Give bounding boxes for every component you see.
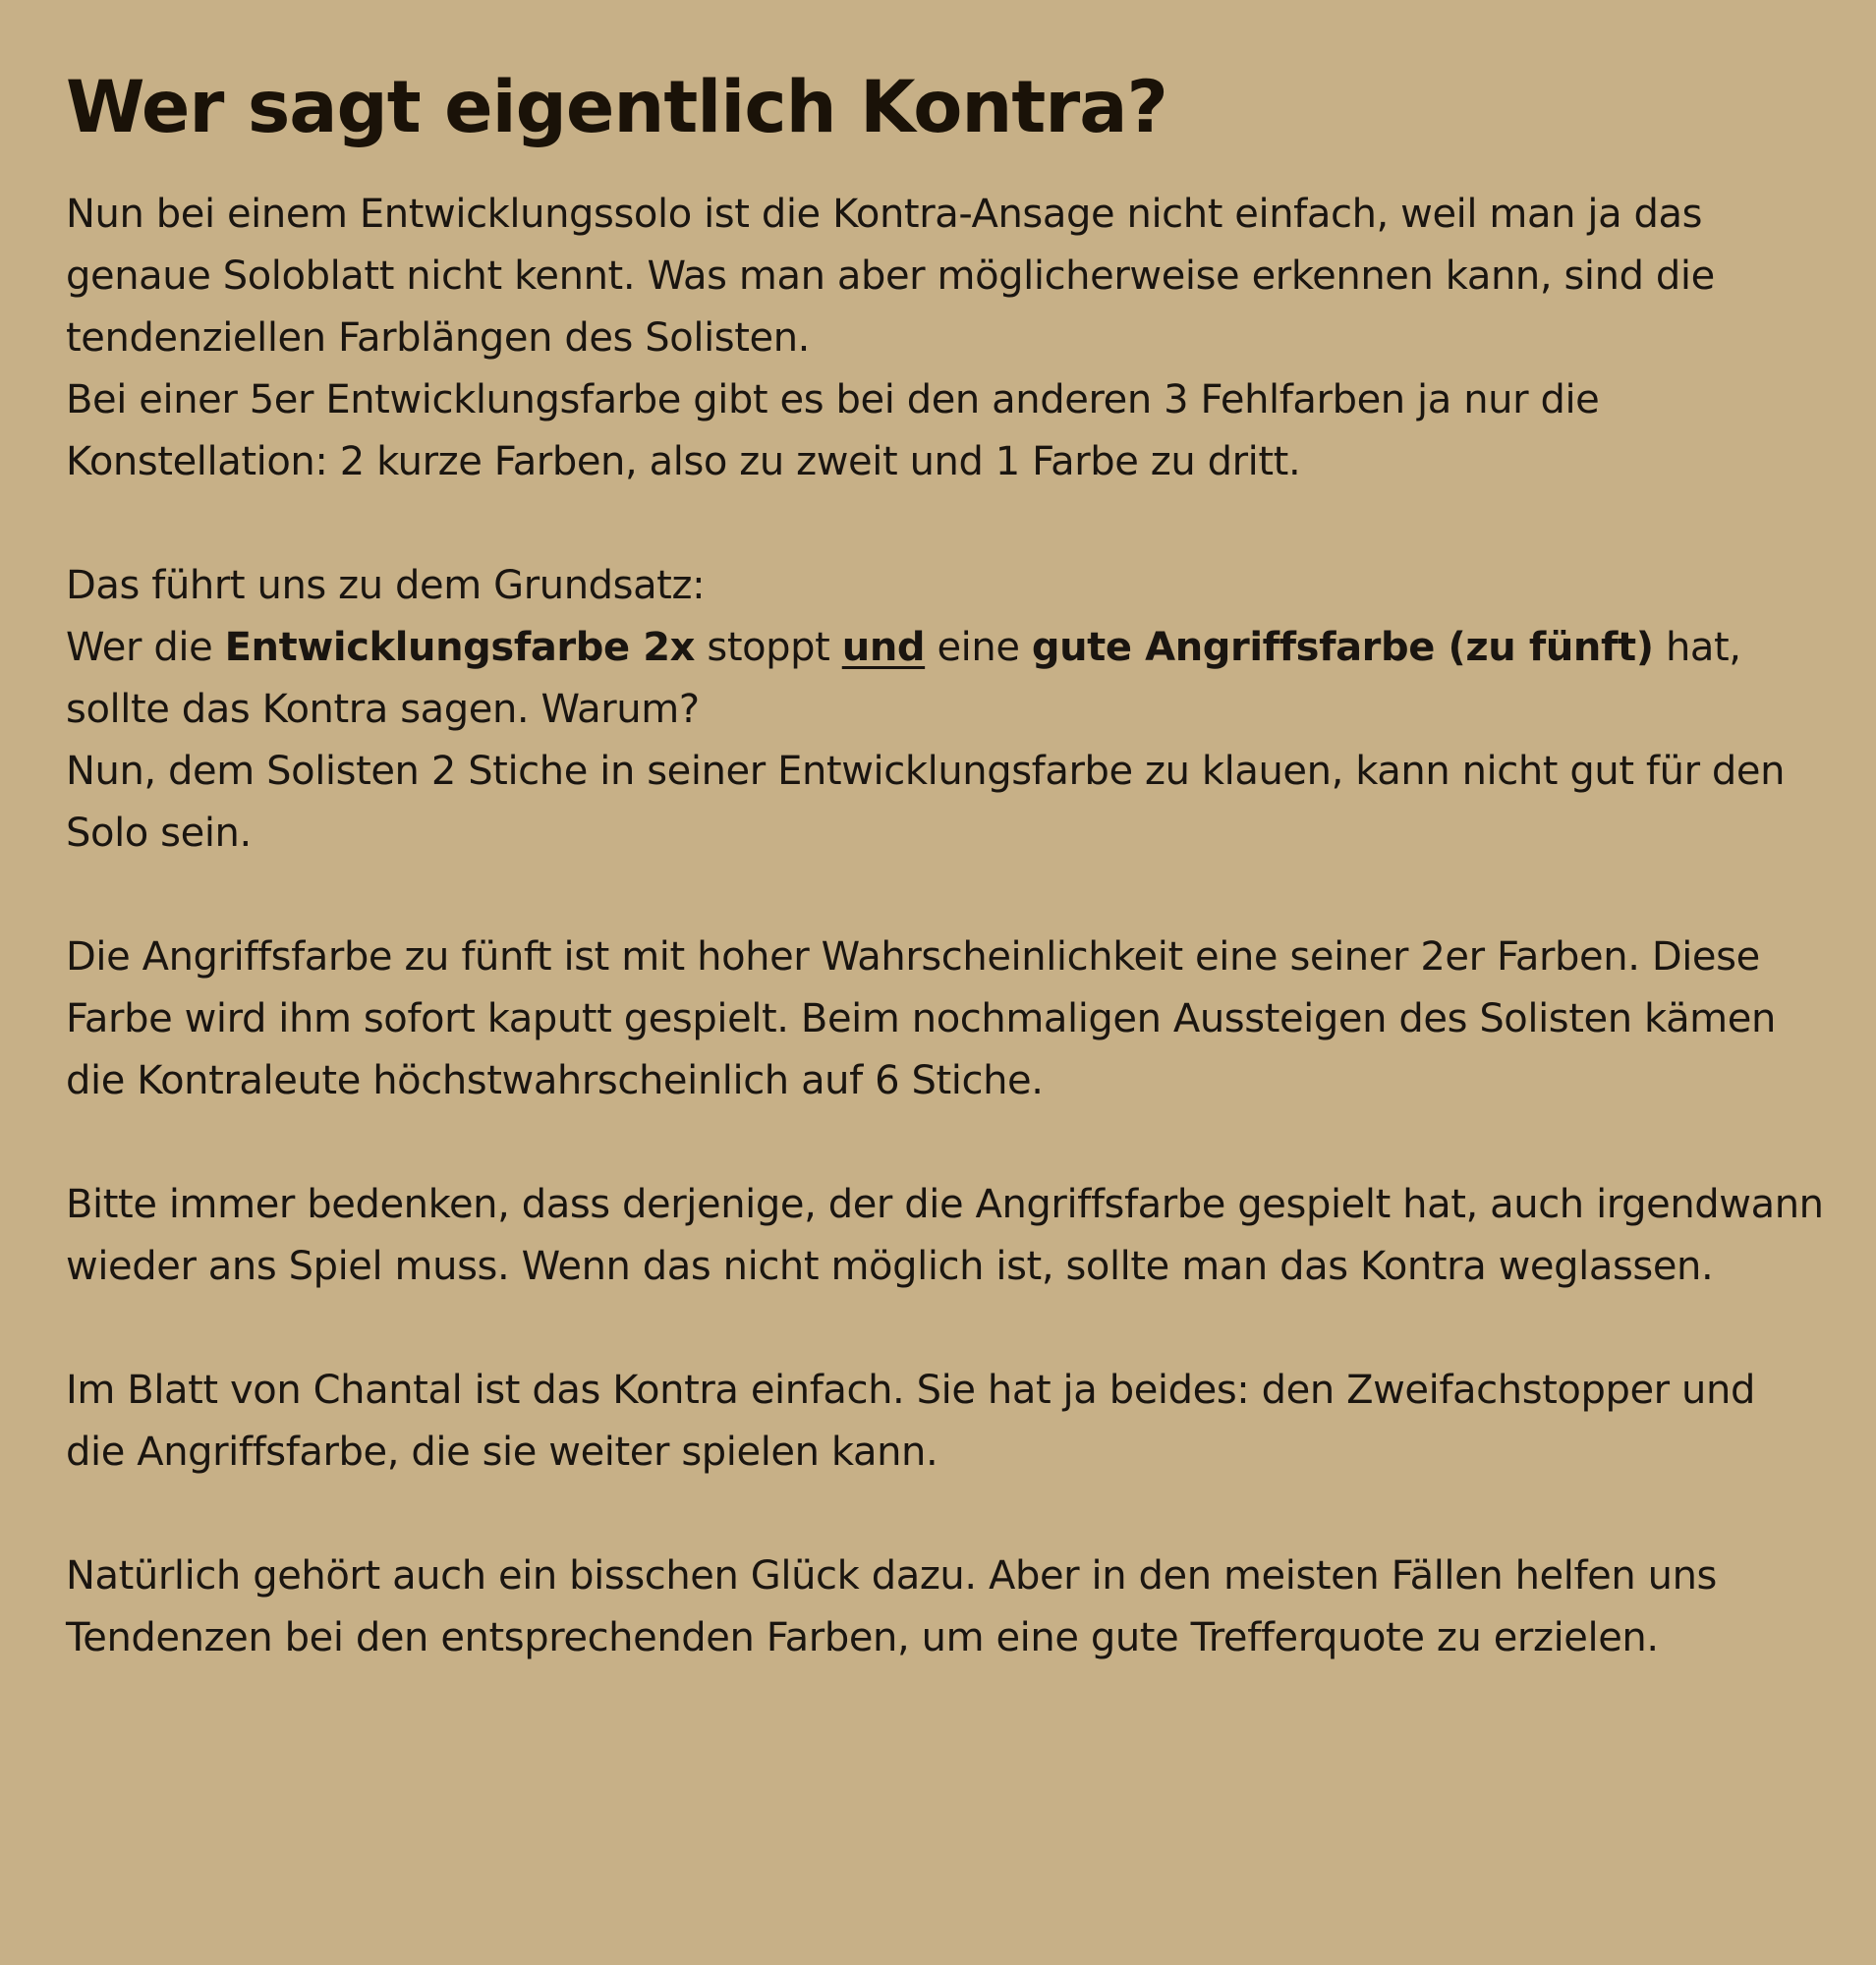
paragraph-gap — [66, 865, 1825, 926]
rule-text-c: eine — [925, 625, 1032, 670]
rule-text-b: stoppt — [695, 625, 842, 670]
paragraph-gap — [66, 1298, 1825, 1360]
page-title: Wer sagt eigentlich Kontra? — [66, 66, 1167, 149]
paragraph-constellation: Bei einer 5er Entwicklungsfarbe gibt es bei den anderen 3 Fehlfarben ja nur die Konstellation: 2 kurze Farben, also zu zweit und 1 Farbe zu dritt. — [66, 377, 1600, 484]
paragraph-conclusion: Natürlich gehört auch ein bisschen Glück dazu. Aber in den meisten Fällen helfen uns Tendenzen bei den entsprechenden Farben, um eine gute Trefferquote zu erzielen. — [66, 1553, 1717, 1660]
section-principle — [66, 555, 1825, 865]
paragraph-chantal: Im Blatt von Chantal ist das Kontra einfach. Sie hat ja beides: den Zweifachstopper und die Angriffsfarbe, die sie weiter spielen kann. — [66, 1368, 1755, 1475]
rule-underline-und: und — [841, 625, 926, 670]
paragraph-gap — [66, 493, 1825, 555]
paragraph-principle-reason: Nun, dem Solisten 2 Stiche in seiner Entwicklungsfarbe zu klauen, kann nicht gut für den Solo sein. — [66, 749, 1786, 856]
section-intro — [66, 184, 1825, 493]
article — [66, 61, 1825, 1669]
rule-text-a: Wer die — [66, 625, 225, 670]
paragraph-reminder: Bitte immer bedenken, dass derjenige, der die Angriffsfarbe gespielt hat, auch irgendwann wieder ans Spiel muss. Wenn das nicht möglich ist, sollte man das Kontra weglassen. — [66, 1182, 1824, 1289]
paragraph-intro: Nun bei einem Entwicklungssolo ist die Kontra-Ansage nicht einfach, weil man ja das genaue Soloblatt nicht kennt. Was man aber möglicherweise erkennen kann, sind die tendenziellen Farblängen des Solisten. — [66, 192, 1715, 361]
paragraph-attack-suit: Die Angriffsfarbe zu fünft ist mit hoher Wahrscheinlichkeit eine seiner 2er Farben. Diese Farbe wird ihm sofort kaputt gespielt. Beim nochmaligen Aussteigen des Solisten kämen die Kontraleute höchstwahrscheinlich auf 6 Stiche. — [66, 934, 1776, 1103]
rule-bold-development: Entwicklungsfarbe 2x — [224, 625, 696, 670]
paragraph-gap — [66, 1112, 1825, 1174]
rule-text-d: hat, sollte das Kontra sagen. Warum? — [66, 625, 1741, 732]
paragraph-gap — [66, 1484, 1825, 1545]
rule-bold-attack: gute Angriffsfarbe (zu fünft) — [1031, 625, 1654, 670]
paragraph-principle-rule — [66, 617, 1825, 741]
paragraph-principle-intro: Das führt uns zu dem Grundsatz: — [66, 563, 706, 608]
